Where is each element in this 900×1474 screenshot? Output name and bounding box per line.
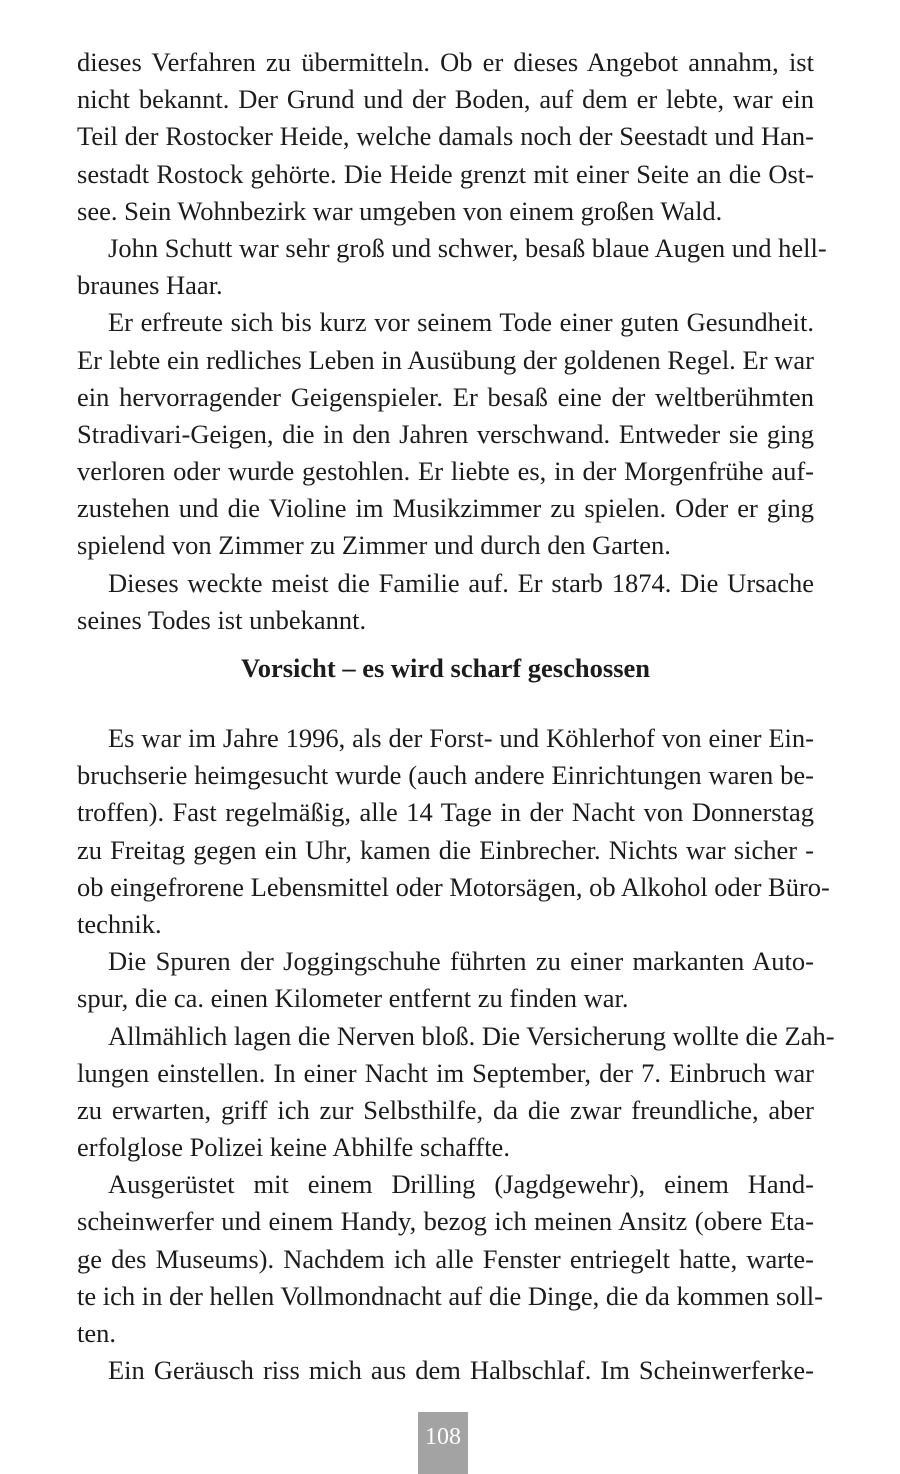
- text-line: ten.: [77, 1318, 116, 1348]
- text-line: troffen). Fast regelmäßig, alle 14 Tage in der Nacht von Donnerstag: [77, 797, 814, 828]
- text-line: zu erwarten, griff ich zur Selbsthilfe, da die zwar freundliche, aber: [77, 1094, 814, 1125]
- text-line: Es war im Jahre 1996, als der Forst- und Köhlerhof von einer Ein-: [108, 723, 814, 753]
- text-line: scheinwerfer und einem Handy, bezog ich meinen Ansitz (obere Eta-: [77, 1206, 814, 1237]
- text-line: sestadt Rostock gehörte. Die Heide grenzt mit einer Seite an die Ost-: [77, 158, 814, 189]
- text-line: Dieses weckte meist die Familie auf. Er starb 1874. Die Ursache: [108, 567, 814, 598]
- text-line: verloren oder wurde gestohlen. Er liebte es, in der Morgenfrühe auf-: [77, 456, 814, 487]
- text-line: Allmählich lagen die Nerven bloß. Die Versicherung wollte die Zah-: [108, 1020, 835, 1051]
- paragraph: [77, 720, 830, 943]
- text-line: seines Todes ist unbekannt.: [77, 604, 367, 635]
- paragraph: [77, 1352, 814, 1389]
- text-line: John Schutt war sehr groß und schwer, besaß blaue Augen und hell-: [108, 232, 827, 263]
- text-line: lungen einstellen. In einer Nacht im September, der 7. Einbruch war: [77, 1057, 814, 1088]
- paragraph: [77, 1166, 823, 1352]
- text-line: Er lebte ein redliches Leben in Ausübung der goldenen Regel. Er war: [77, 344, 814, 375]
- section-intro: [77, 44, 827, 639]
- section-story: [77, 720, 835, 1389]
- text-line: zu Freitag gegen ein Uhr, kamen die Einbrecher. Nichts war sicher -: [77, 834, 814, 865]
- paragraph: [77, 304, 814, 564]
- text-line: Stradivari-Geigen, die in den Jahren verschwand. Entweder sie ging: [77, 418, 814, 449]
- text-line: Ausgerüstet mit einem Drilling (Jagdgewehr), einem Hand-: [108, 1169, 814, 1200]
- text-line: te ich in der hellen Vollmondnacht auf die Dinge, die da kommen soll-: [77, 1280, 823, 1311]
- page-number: 108: [418, 1412, 468, 1474]
- text-line: nicht bekannt. Der Grund und der Boden, auf dem er lebte, war ein: [77, 84, 814, 115]
- text-line: Er erfreute sich bis kurz vor seinem Tode einer guten Gesundheit.: [108, 307, 814, 338]
- text-line: zustehen und die Violine im Musikzimmer zu spielen. Oder er ging: [77, 493, 814, 524]
- paragraph: [77, 1018, 835, 1167]
- text-line: spielend von Zimmer zu Zimmer und durch den Garten.: [77, 530, 671, 561]
- text-line: see. Sein Wohnbezirk war umgeben von einem großen Wald.: [77, 195, 723, 226]
- text-line: ob eingefrorene Lebensmittel oder Motorsägen, ob Alkohol oder Büro-: [77, 871, 830, 902]
- text-line: ge des Museums). Nachdem ich alle Fenster entriegelt hatte, warte-: [77, 1243, 814, 1274]
- page-body: [77, 44, 835, 1386]
- text-line: dieses Verfahren zu übermitteln. Ob er dieses Angebot annahm, ist: [77, 47, 814, 77]
- paragraph: [77, 44, 814, 230]
- text-line: Die Spuren der Joggingschuhe führten zu einer markanten Auto-: [108, 946, 814, 977]
- text-line: spur, die ca. einen Kilometer entfernt zu finden war.: [77, 983, 629, 1014]
- paragraph: [77, 943, 814, 1017]
- text-line: ein hervorragender Geigenspieler. Er besaß eine der weltberühmten: [77, 381, 814, 412]
- paragraph: [77, 565, 814, 639]
- text-line: Teil der Rostocker Heide, welche damals noch der Seestadt und Han-: [77, 121, 814, 152]
- text-line: Ein Geräusch riss mich aus dem Halbschlaf. Im Scheinwerferke-: [108, 1355, 814, 1386]
- text-line: braunes Haar.: [77, 270, 223, 301]
- text-line: bruchserie heimgesucht wurde (auch andere Einrichtungen waren be-: [77, 760, 814, 791]
- text-line: technik.: [77, 908, 162, 939]
- section-heading: Vorsicht – es wird scharf geschossen: [240, 653, 651, 683]
- paragraph: [77, 230, 827, 304]
- text-line: erfolglose Polizei keine Abhilfe schaffte.: [77, 1132, 510, 1163]
